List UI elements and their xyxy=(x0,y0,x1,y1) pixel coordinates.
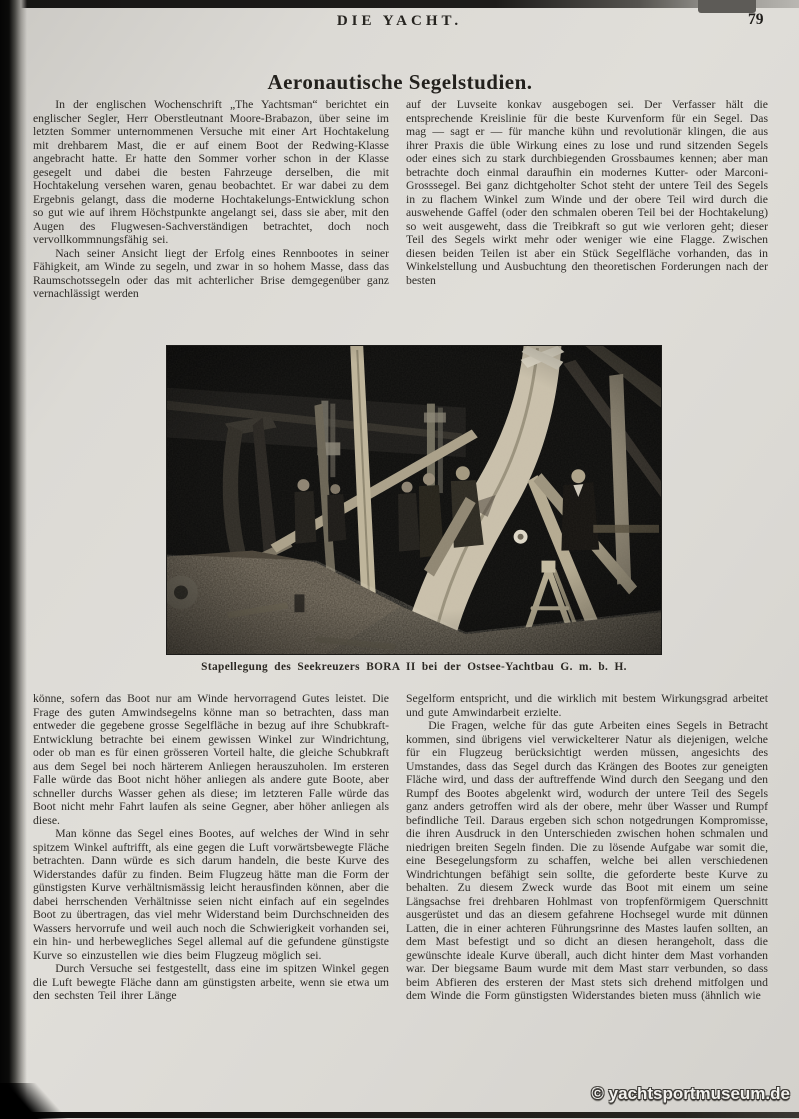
paragraph: Die Fragen, welche für das gute Arbeiten eines Segels in Betracht kommen, sind übrigens viel verwickelterer Natur als diejenigen, welche für ein Flugzeug berücksichtigt werden müssen, angesichts des Umstandes, dass das Segel durch das Krängen des Bootes zur geneigten Fläche wird, und dass der auftreffende Wind durch den Seegang und den Rumpf des Bootes abgelenkt wird, wodurch der untere Teil des Segels ganz anders getroffen wird als der obere, mehr über Wasser und Rumpf befindliche Teil. Daraus ergeben sich schon notgedrungen Kompromisse, die ihren Ausdruck in den Unterschieden zwischen hohen schmalen und niedrigen breiten Segeln finden. Die zu lösende Aufgabe war somit die, eine Besegelungsform zu schaffen, welche bei allen verschiedenen Windrichtungen befähigt sein sollte, die geforderte beste Kurve zu behalten. Zu diesem Zweck wurde das Boot mit einem um seine Längsachse frei drehbaren Hohlmast von tropfenförmigem Querschnitt ausgerüstet und das an diesem gefahrene Hochsegel wurde mit dünnen Latten, die in einer achteren Führungsrinne des Mastes laufen sollten, an dem Mast befestigt und so dicht an diesen herangeholt, dass die gewünschte ideale Kurve überall, auch dicht hinter dem Mast vorhanden war. Der biegsame Baum wurde mit dem Mast starr verbunden, so dass beim Abfieren des ersteren der Mast stets sich drehend mitfolgen und dem Winde die Form günstigsten Widerstandes bieten muss (ähnlich wie xyxy=(406,719,768,1002)
paragraph: Durch Versuche sei festgestellt, dass eine im spitzen Winkel gegen die Luft bewegte Fläche dann am günstigsten arbeite, wenn sie etwa um den sechsten Teil ihrer Länge xyxy=(33,962,389,1002)
paragraph: In der englischen Wochenschrift „The Yachtsman“ berichtet ein englischer Segler, Herr Oberstleutnant Moore-Brabazon, über seine im letzten Sommer unternommenen Versuche mit einer Art Hochtakelung mit drehbarem Mast, die er auf einem Boot der Redwing-Klasse angebracht hatte. Er hatte den Sommer vorher schon in der Klasse gesegelt und dabei die besten Fahrzeuge derselben, die mit Hochtakelung versehen waren, genau beobachtet. Er war dabei zu dem Ergebnis gelangt, dass die moderne Hochtakelungs-Entwicklung schon so gut wie auf ihrem Höchstpunkte angelangt sei, dass sie aber, mit den Augen des Flugwesen-Sachverständigen betrachtet, doch noch vervollkommnungsfähig sei. xyxy=(33,98,389,246)
paragraph: Nach seiner Ansicht liegt der Erfolg eines Rennbootes in seiner Fähigkeit, am Winde zu segeln, und zwar in so hohem Masse, dass das Raumschotssegeln oder das mit achterlicher Brise demgegenüber ganz vernachlässigt werden xyxy=(33,246,389,300)
scan-corner-wedge xyxy=(0,1083,78,1119)
photo-illustration xyxy=(167,346,661,654)
column-top-left xyxy=(33,98,389,348)
article-title: Aeronautische Segelstudien. xyxy=(267,70,533,95)
paragraph: Man könne das Segel eines Bootes, auf welches der Wind in sehr spitzem Winkel auftrifft, als eine gegen die Luft vorwärtsbewegte Fläche betrachten. Dann würde es sich darum handeln, die beste Kurve des Widerstandes dafür zu finden. Beim Flugzeug hätte man die Form der günstigsten Kurve verhältnismässig leicht herausfinden können, aber die dabei herrschenden Verhältnisse seien nicht einfach auf ein segelndes Boot zu übertragen, das viel mehr Widerstand beim Durchschneiden des Wassers hervorrufe und weil auch noch die Schwierigkeit vorhanden sei, ein hin- und herbewegliches Segel allemal auf die gefundene günstigste Kurve so einzustellen wie dies beim Flugzeug möglich sei. xyxy=(33,827,389,962)
paragraph: könne, sofern das Boot nur am Winde hervorragend Gutes leistet. Die Frage des guten Amwindsegelns könne man so betrachten, dass man entweder die gegebene grosse Segelfläche in bezug auf ihre Schubkraft-Entwicklung betrachte bei einem gewissen Winkel zur Windrichtung, oder ob man es für einen grösseren Vorteil halte, die gleiche Schubkraft aus dem Segel bei noch härterem Anliegen herauszuholen. Im ersteren Falle würde das Boot nicht höher anliegen als andere gute Boote, aber schneller durchs Wasser gehen als diese; im letzteren Falle würde das Boot nicht mehr Fahrt laufen als seine Gegner, aber höher anliegen als diese. xyxy=(33,692,389,827)
photo-caption: Stapellegung des Seekreuzers BORA II bei der Ostsee-Yachtbau G. m. b. H. xyxy=(201,661,627,673)
column-top-right xyxy=(406,98,768,348)
photo-keel-laying xyxy=(166,345,662,655)
paragraph: auf der Luvseite konkav ausgebogen sei. Der Verfasser hält die entsprechende Kreislinie für die beste Kurvenform für ein Segel. Das mag — sagt er — für manche kühn und revolutionär klingen, die aus ihrer Praxis die üble Wirkung eines zu lose und rund sitzenden Segels oder eines sich zu stark durchbiegenden Grossbaumes kennen; aber man betrachte doch einmal daraufhin ein modernes Kutter- oder Marconi-Grosssegel. Bei ganz dichtgeholter Schot steht der untere Teil des Segels in zu flachem Winkel zum Winde und der obere Teil wird durch die auswehende Gaffel (oder den schmalen oberen Teil bei der Hochtakelung) so weit ausgeweht, dass die Treibkraft so gut wie verloren geht; dieser Teil des Segels wirkt mehr oder weniger wie eine Flagge. Zwischen diesen beiden Teilen ist aber ein Stück Segelfläche vorhanden, das in Winkelstellung und Ausbuchtung den theoretischen Forderungen nach der besten xyxy=(406,98,768,287)
scan-edge-bottom xyxy=(24,1112,799,1118)
page-number: 79 xyxy=(748,11,764,28)
masthead: DIE YACHT. xyxy=(336,13,463,29)
column-bottom-left xyxy=(33,692,389,1112)
column-bottom-right xyxy=(406,692,768,1112)
scan-edge-left xyxy=(0,0,27,1119)
scan-edge-top xyxy=(0,0,799,8)
watermark: © yachtsportmuseum.de xyxy=(591,1084,790,1103)
paragraph: Segelform entspricht, und die wirklich mit bestem Wirkungsgrad arbeitet und gute Amwindarbeit erzielte. xyxy=(406,692,768,719)
